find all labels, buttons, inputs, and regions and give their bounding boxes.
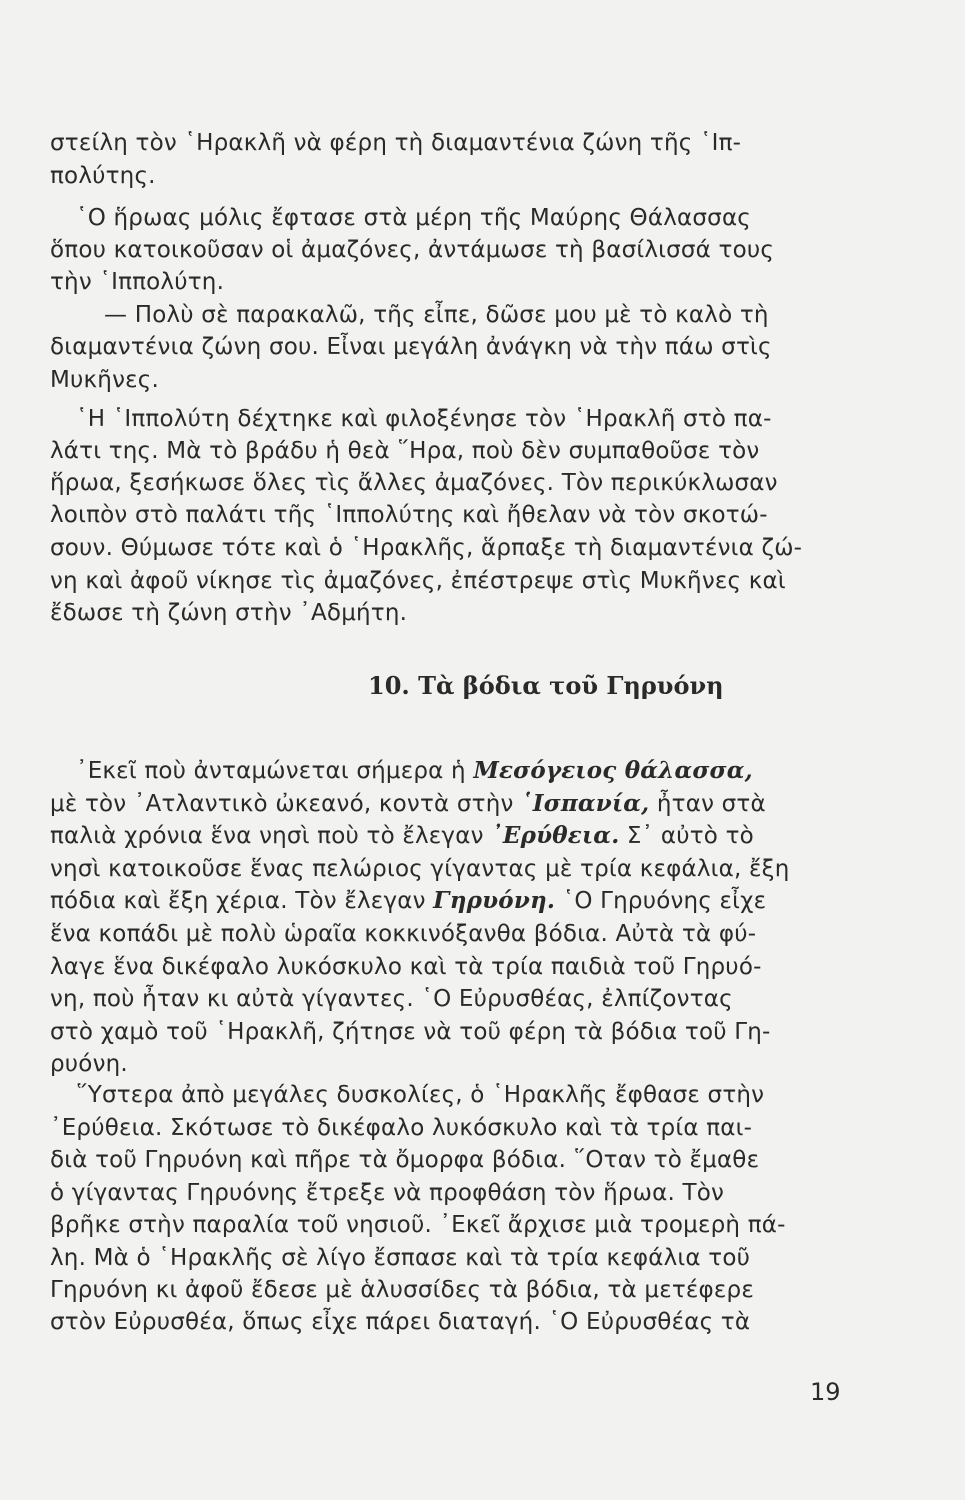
text-line (50, 789, 766, 819)
text-line: ἔδωσε τὴ ζώνη στὴν ᾿Αδμήτη. (50, 600, 408, 626)
text-line: λοιπὸν στὸ παλάτι τῆς ῾Ιππολύτης καὶ ἤθελαν νὰ τὸν σκοτώ- (50, 502, 768, 528)
text-line: σουν. Θύμωσε τότε καὶ ὁ ῾Ηρακλῆς, ἅρπαξε τὴ διαμαντένια ζώ- (50, 535, 803, 561)
text-line: λαγε ἕνα δικέφαλο λυκόσκυλο καὶ τὰ τρία παιδιὰ τοῦ Γηρυό- (50, 954, 762, 980)
text-line: τὴν ῾Ιππολύτη. (50, 269, 225, 295)
text-line: στὸ χαμὸ τοῦ ῾Ηρακλῆ, ζήτησε νὰ τοῦ φέρη τὰ βόδια τοῦ Γη- (50, 1019, 771, 1045)
text-line: Γηρυόνη κι ἀφοῦ ἔδεσε μὲ ἁλυσσίδες τὰ βόδια, τὰ μετέφερε (50, 1277, 754, 1303)
text-line: νησὶ κατοικοῦσε ἕνας πελώριος γίγαντας μὲ τρία κεφάλια, ἔξη (50, 856, 790, 882)
text-line: ᾿Ερύθεια. Σκότωσε τὸ δικέφαλο λυκόσκυλο καὶ τὰ τρία παι- (50, 1115, 753, 1141)
text-line: διὰ τοῦ Γηρυόνη καὶ πῆρε τὰ ὄμορφα βόδια. ῞Οταν τὸ ἔμαθε (50, 1147, 760, 1173)
text-line: ῞Υστερα ἀπὸ μεγάλες δυσκολίες, ὁ ῾Ηρακλῆς ἔφθασε στὴν (76, 1082, 765, 1108)
text-line: ῾Η ῾Ιππολύτη δέχτηκε καὶ φιλοξένησε τὸν ῾Ηρακλῆ στὸ πα- (76, 406, 772, 432)
text-line (50, 821, 754, 851)
text-line: στὸν Εὐρυσθέα, ὅπως εἶχε πάρει διαταγή. ῾Ο Εὐρυσθέας τὰ (50, 1309, 751, 1335)
text-line: ἕνα κοπάδι μὲ πολὺ ὡραῖα κοκκινόξανθα βόδια. Αὐτὰ τὰ φύ- (50, 921, 757, 947)
text-line: ρυόνη. (50, 1051, 128, 1077)
place-name: Μεσόγειος θάλασσα, (473, 757, 753, 784)
text-line: διαμαντένια ζώνη σου. Εἶναι μεγάλη ἀνάγκη νὰ τὴν πάω στὶς (50, 334, 772, 360)
page-number: 19 (810, 1378, 841, 1406)
text-line: ἥρωα, ξεσήκωσε ὅλες τὶς ἄλλες ἀμαζόνες. Τὸν περικύκλωσαν (50, 470, 778, 496)
text-line: λη. Μὰ ὁ ῾Ηρακλῆς σὲ λίγο ἔσπασε καὶ τὰ τρία κεφάλια τοῦ (50, 1245, 751, 1271)
text-line: λάτι της. Μὰ τὸ βράδυ ἡ θεὰ ῞Ηρα, ποὺ δὲν συμπαθοῦσε τὸν (50, 438, 760, 464)
text-line: στείλη τὸν ῾Ηρακλῆ νὰ φέρη τὴ διαμαντένια ζώνη τῆς ῾Ιπ- (50, 130, 742, 156)
place-name: ᾿Ερύθεια. (491, 822, 620, 849)
text-line (50, 886, 766, 916)
text-line: ὁ γίγαντας Γηρυόνης ἔτρεξε νὰ προφθάση τὸν ἥρωα. Τὸν (50, 1180, 725, 1206)
text-line: ῾Ο ἥρωας μόλις ἔφτασε στὰ μέρη τῆς Μαύρης Θάλασσας (76, 205, 752, 231)
text-span: ῾Ο Γηρυόνης εἶχε (555, 888, 767, 914)
person-name: Γηρυόνη. (433, 887, 556, 914)
text-span: ἦταν στὰ (649, 791, 766, 817)
text-span: πόδια καὶ ἔξη χέρια. Τὸν ἔλεγαν (50, 888, 434, 914)
text-span: μὲ τὸν ᾿Ατλαντικὸ ὠκεανό, κοντὰ στὴν (50, 791, 522, 817)
text-line: — Πολὺ σὲ παρακαλῶ, τῆς εἶπε, δῶσε μου μὲ τὸ καλὸ τὴ (104, 302, 769, 328)
text-line: ὅπου κατοικοῦσαν οἱ ἀμαζόνες, ἀντάμωσε τὴ βασίλισσά τους (50, 237, 775, 263)
text-line: πολύτης. (50, 163, 156, 189)
text-line (76, 756, 753, 786)
place-name: ῾Ισπανία, (521, 790, 650, 817)
text-line: νη, ποὺ ἦταν κι αὐτὰ γίγαντες. ῾Ο Εὐρυσθέας, ἐλπίζοντας (50, 986, 733, 1012)
text-span: παλιὰ χρόνια ἕνα νησὶ ποὺ τὸ ἔλεγαν (50, 823, 492, 849)
text-line: Μυκῆνες. (50, 367, 159, 393)
text-span: Σ᾿ αὐτὸ τὸ (619, 823, 754, 849)
chapter-heading: 10. Τὰ βόδια τοῦ Γηρυόνη (368, 671, 724, 700)
text-line: βρῆκε στὴν παραλία τοῦ νησιοῦ. ᾿Εκεῖ ἄρχισε μιὰ τρομερὴ πά- (50, 1212, 786, 1238)
text-span: ᾿Εκεῖ ποὺ ἀνταμώνεται σήμερα ἡ (76, 758, 474, 784)
text-line: νη καὶ ἀφοῦ νίκησε τὶς ἀμαζόνες, ἐπέστρεψε στὶς Μυκῆνες καὶ (50, 568, 786, 594)
